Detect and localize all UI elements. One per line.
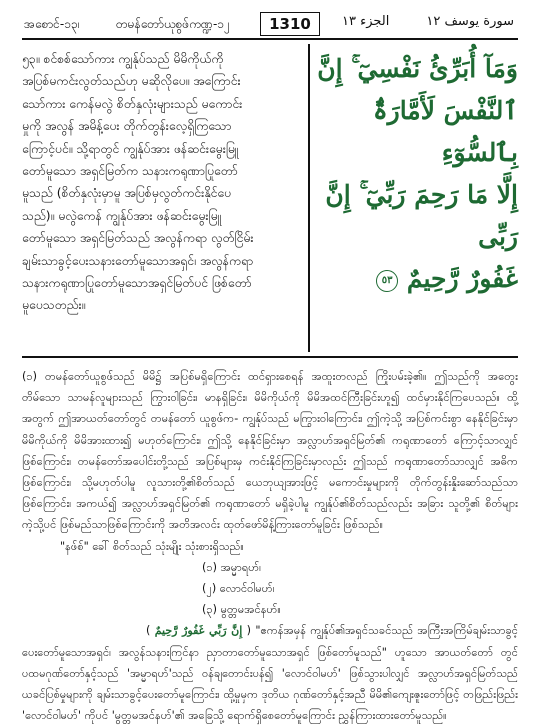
header-chapter: တမန်တော်ယုစွဖ်ကဏ္ဍ-၁၂ (116, 17, 230, 31)
list-item: (၃) မွတ္တမအင်နဟ်။ (202, 603, 281, 617)
ayah-number-marker: ٥٣ (376, 270, 398, 292)
footnote-block (22, 366, 518, 726)
book-page (22, 8, 519, 723)
footnote-text: "ဧကန်အမှန် ကျွန်ုပ်၏အရှင်သခင်သည် အကြီးအကြိမ်ချမ်းသာခွင့် ပေးတော်မူသောအရှင်၊ အလွန်သနားကြင်နာ ညှာတာတော်မူသောအရှင် ဖြစ်တော်မူသည်" ဟူသော အာယတ်တော် တွင် ပထမဂုဏ်တော်နှင့်သည် 'အမ္မာရဟ်'သည် ဝန်ချတောင်းပန်၍ 'လောင်ဝါမဟ်' ဖြစ်သွားပါလျှင် အလ္လာဟ်အရှင်မြတ်သည် ယခင်ပြစ်မှုများကို ချမ်းသာခွင့်ပေးတော်မူကြောင်း၊ ထို့မှုမှက ဒုတိယ ဂုဏ်တော်နှင့်အညီ မိမိ၏ကျေးဇူးတော်ဖြင့် တဖြည်းဖြည်း 'လောင်ဝါမဟ်' ကိုပင် 'မွတ္တမအင်နဟ်'၏ အခြေသို့ ရောက်ရှိစေတော်မူကြောင်း ညွှန်ကြားထားတော်မူသည်။ (22, 624, 519, 723)
translation-line: သနားကရုဏာပြုတော်မူသောအရှင်မြတ်ပင် ဖြစ်တော် (22, 276, 252, 291)
translation-line: ချမ်းသာခွင့်ပေးသနားတော်မူသောအရှင်၊ အလွန်ကရာ (22, 253, 254, 268)
nafs-types-list (202, 557, 518, 621)
translation-text (22, 48, 302, 317)
page-number: 1310 (260, 12, 320, 36)
translation-line: မူပေသတည်း။ (22, 298, 86, 313)
header-volume: အစောင်-၁၃၊ (24, 17, 80, 31)
inline-arabic-quote: إِنَّ رَبِّي غَفُورٌ رَّحِيمٌ (154, 624, 243, 638)
translation-line: သည်)။ မလွဲကေန် ကျွန်ုပ်အား ဖန်ဆင်းမွေးမြူ (22, 208, 222, 223)
footnote-paragraph-2: ( إِنَّ رَبِّي غَفُورٌ رَّحِيمٌ ) "ဧကန်အမှန် ကျွန်ုပ်၏အရှင်သခင်သည် အကြီးအကြိမ်ချမ်းသာခွင့် ပေးတော်မူသောအရှင်၊ အလွန်သနားကြင်နာ ညှာတာတော်မူသောအရှင် ဖြစ်တော်မူသည်" ဟူသော အာယတ်တော် တွင် ပထမဂုဏ်တော်နှင့်သည် 'အမ္မာရဟ်'သည် ဝန်ချတောင်းပန်၍ 'လောင်ဝါမဟ်' ဖြစ်သွားပါလျှင် အလ္လာဟ်အရှင်မြတ်သည် ယခင်ပြစ်မှုများကို ချမ်းသာခွင့်ပေးတော်မူကြောင်း၊ ထို့မှုမှက ဒုတိယ ဂုဏ်တော်နှင့်အညီ မိမိ၏ကျေးဇူးတော်ဖြင့် တဖြည်းဖြည်း 'လောင်ဝါမဟ်' ကိုပင် 'မွတ္တမအင်နဟ်'၏ အခြေသို့ ရောက်ရှိစေတော်မူကြောင်း ညွှန်ကြားထားတော်မူသည်။ (22, 624, 519, 723)
arabic-verse (314, 48, 518, 300)
verse-block (22, 40, 518, 358)
translation-line: ကြောင့်ပင်။ သို့ရာတွင် ကျွန်ုပ်အား ဖန်ဆင်းမွေးမြူ (22, 141, 239, 156)
header-surah: سورة يوسف ١٢ (426, 14, 514, 29)
arabic-line-last (314, 258, 518, 300)
arabic-line: غَفُورٌ رَّحِيمٌ (406, 264, 518, 293)
arabic-line: إِلَّا مَا رَحِمَ رَبِّيٓ ۚ إِنَّ رَبِّى (325, 180, 518, 251)
footnote-paragraph: (၁) တမန်တော်ယူစွဖ်သည် မိမိ၌ အပြစ်မရှိကြောင်း ထင်ရှားစေရန် အထူးတလည် ကြိုးပမ်းခဲ့၏။ ဤသည်ကို အတွေးတိမ်သော သာမန်လူများသည် ကြွားဝါခြင်း၊ မာနရှိခြင်း၊ မိမိကိုယ်ကို မိမိအထင်ကြီးခြင်းဟူ၍ ထင်မှားနိုင်ကြပေသည်။ ထို့အတွက် ဤအာယတ်တော်တွင် တမန်တော် ယူစွဖ်က- ကျွန်ုပ်သည် မကြွားဝါကြောင်း၊ ဤကဲ့သို့ အပြစ်ကင်းစွာ နေနိုင်ခြင်းမှာ မိမိကိုယ်ကို မိမိအားထား၍ မဟုတ်ကြောင်း၊ ဤသို့ နေနိုင်ခြင်းမှာ အလ္လာဟ်အရှင်မြတ်၏ ကရုဏာတော် ကြောင့်သာလျှင်ဖြစ်ကြောင်း၊ တမန်တော်အပေါင်းတို့သည် အပြစ်များမှ ကင်းနိုင်ကြခြင်းမှာလည်း ဤသည် ကရုဏာတော်သာလျှင် အဓိကဖြစ်ကြောင်း၊ သို့မဟုတ်ပါမူ လူသားတို့၏စိတ်သည် ယေဘုယျအားဖြင့် မကောင်းမှုများကို တိုက်တွန်းနှိုးဆော်သည်သာ ဖြစ်ကြောင်း၊ အကယ်၍ အလ္လာဟ်အရှင်မြတ်၏ ကရုဏာတော် မရှိခဲ့ပါမူ ကျွန်ုပ်၏စိတ်သည်လည်း အခြား သူတို့၏ စိတ်များကဲ့သို့ပင် ဖြစ်မည်သာဖြစ်ကြောင်းကို အတိအလင်း ထုတ်ဖော်မိန့်ကြားတော်မူခြင်း ဖြစ်သည်။ (22, 370, 518, 532)
translation-line: မူသည် (စိတ်နှလုံးမှာမူ အပြစ်မှလွတ်ကင်းနိုင်ပေ (22, 186, 232, 201)
footnote-subheading: "နဖ်စ်" ခေါ် စိတ်သည် သုံးမျိုး သုံးစားရှိသည်။ (60, 539, 244, 553)
translation-line: သော်ကား ကေန်မလွဲ စိတ်နှလုံးများသည် မကောင်း (22, 96, 243, 111)
translation-line: တော်မူသော အရှင်မြတ်က သနားကရုဏာပြုတော် (22, 164, 238, 179)
footnote-divider (22, 356, 518, 358)
arabic-line: وَمَآ أُبَرِّئُ نَفْسِيٓ ۚ إِنَّ (317, 54, 518, 83)
arabic-line: ٱلنَّفْسَ لَأَمَّارَةٌۢ بِٱلسُّوٓءِ (372, 96, 518, 167)
translation-line: ၅၃။ စင်စစ်သော်ကား ကျွန်ုပ်သည် မိမိကိုယ်ကို (22, 52, 224, 66)
translation-line: တော်မူသော အရှင်မြတ်သည် အလွန်ကရာ လွတ်ငြိမ်း (22, 231, 254, 246)
list-item: (၂) လောင်ဝါမဟ်၊ (202, 582, 275, 596)
list-item: (၁) အမ္မာရဟ်၊ (202, 560, 261, 574)
translation-line: အပြစ်မကင်းလွတ်သည်ဟု မဆိုလိုပေ။ အကြောင်း (22, 74, 241, 89)
page-header (22, 8, 518, 40)
header-juz: الجزء ١٣ (342, 14, 390, 29)
translation-line: မှုကို အလွန် အမိန့်ပေး တိုက်တွန်းလေ့ရှိကြသော (22, 119, 232, 134)
column-divider (308, 44, 310, 352)
